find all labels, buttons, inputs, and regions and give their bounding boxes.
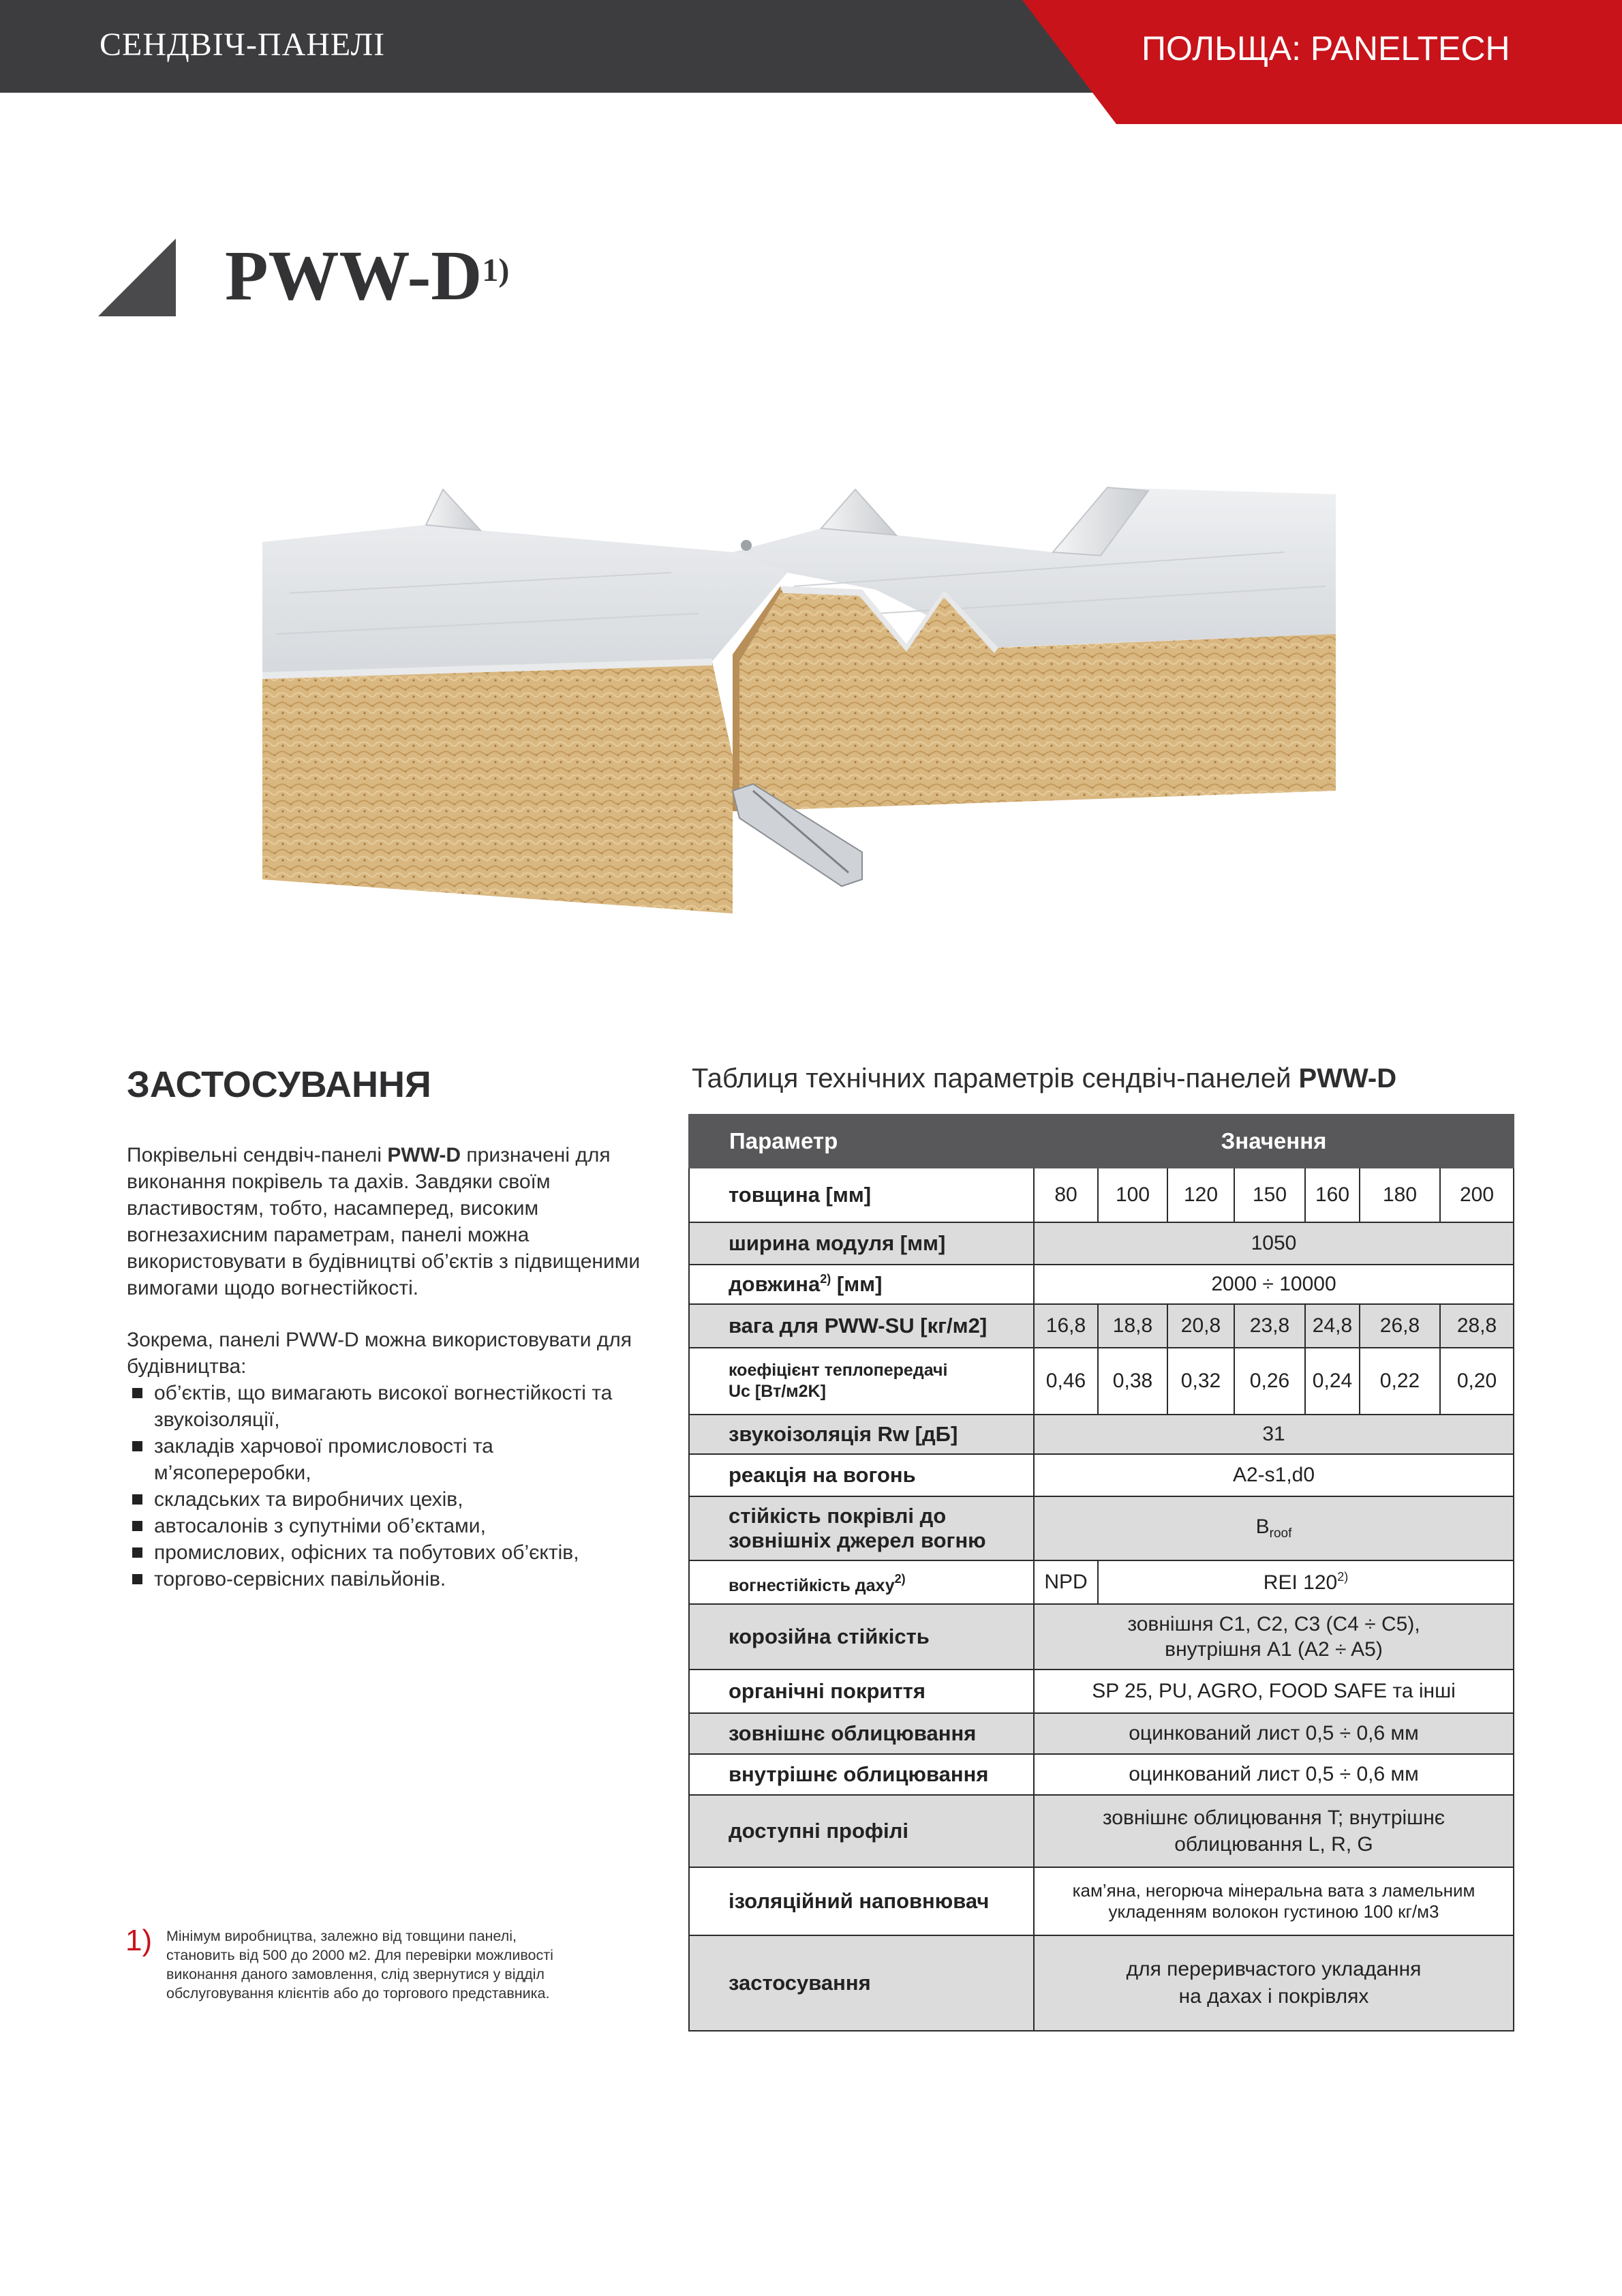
table-row — [689, 1867, 1514, 1935]
list-item: торгово-сервісних павільйонів. — [127, 1566, 645, 1592]
header-param: Параметр — [689, 1115, 1034, 1168]
table-row — [689, 1265, 1514, 1304]
row-label-uc: коефіцієнт теплопередачі Uc [Вт/м2K] — [689, 1348, 1034, 1415]
product-title-footnote-ref: 1) — [482, 252, 510, 288]
row-label-module-width: ширина модуля [мм] — [689, 1222, 1034, 1265]
cell-inner: оцинкований лист 0,5 ÷ 0,6 мм — [1034, 1754, 1514, 1795]
cell-fire-resist-rei: REI 120$^{2)}$ — [1098, 1560, 1514, 1604]
footnote-text: Мінімум виробництва, залежно від товщини панелі, становить від 500 до 2000 м2. Для перевірки можливості виконання даного замовлення, слід звернутися у відділ обслуговування клієнтів або до торгового представника. — [166, 1928, 553, 2002]
cell-thickness: 200 — [1440, 1168, 1514, 1222]
application-paragraph-2: Зокрема, панелі PWW-D можна використовувати для будівництва: — [127, 1329, 632, 1378]
product-panel-image — [262, 470, 1336, 968]
table-row — [689, 1454, 1514, 1496]
cell-uc: 0,26 — [1234, 1348, 1305, 1415]
cell-weight: 16,8 — [1034, 1304, 1098, 1348]
row-label-inner: внутрішнє облицювання — [689, 1754, 1034, 1795]
spec-table — [688, 1114, 1514, 2031]
list-item: автосалонів з супутніми об’єктами, — [127, 1513, 645, 1539]
cell-roof-resist: $B_{roof}$ — [1034, 1496, 1514, 1560]
cell-fire-resist-npd: NPD — [1034, 1560, 1098, 1604]
cell-weight: 20,8 — [1167, 1304, 1234, 1348]
row-label-usage: застосування — [689, 1935, 1034, 2031]
cell-thickness: 80 — [1034, 1168, 1098, 1222]
header-value: Значення — [1034, 1115, 1514, 1168]
table-row — [689, 1670, 1514, 1713]
table-row — [689, 1415, 1514, 1454]
row-label-coatings: органічні покриття — [689, 1670, 1034, 1713]
row-label-weight: вага для PWW-SU [кг/м2] — [689, 1304, 1034, 1348]
cell-sound: 31 — [1034, 1415, 1514, 1454]
cell-weight: 28,8 — [1440, 1304, 1514, 1348]
cell-weight: 26,8 — [1360, 1304, 1440, 1348]
row-label-filler: ізоляційний наповнювач — [689, 1867, 1034, 1935]
cell-thickness: 120 — [1167, 1168, 1234, 1222]
cell-outer: оцинкований лист 0,5 ÷ 0,6 мм — [1034, 1713, 1514, 1754]
table-row — [689, 1935, 1514, 2031]
table-row — [689, 1496, 1514, 1560]
row-label-outer: зовнішнє облицювання — [689, 1713, 1034, 1754]
table-row — [689, 1560, 1514, 1604]
cell-uc: 0,24 — [1305, 1348, 1360, 1415]
cell-uc: 0,20 — [1440, 1348, 1514, 1415]
row-label-sound: звукоізоляція Rw [дБ] — [689, 1415, 1034, 1454]
cell-filler: кам’яна, негорюча мінеральна вата з ламельним укладенням волокон густиною 100 кг/м3 — [1034, 1867, 1514, 1935]
product-title: PWW-$D^{1)}$ — [225, 237, 510, 315]
row-label-length: довжина$^{2)}$ [мм] — [689, 1265, 1034, 1304]
list-item: промислових, офісних та побутових об’єктів, — [127, 1539, 645, 1566]
table-row — [689, 1168, 1514, 1222]
cell-module-width: 1050 — [1034, 1222, 1514, 1265]
table-row — [689, 1754, 1514, 1795]
footnote-mark: 1) — [125, 1924, 153, 1957]
table-caption: Таблиця технічних параметрів сендвіч-панелей PWW-D — [692, 1063, 1397, 1093]
cell-profiles: зовнішнє облицювання T; внутрішнє облицювання L, R, G — [1034, 1795, 1514, 1867]
application-heading: ЗАСТОСУВАННЯ — [127, 1064, 431, 1105]
cell-uc: 0,38 — [1098, 1348, 1167, 1415]
cell-weight: 18,8 — [1098, 1304, 1167, 1348]
section-title: СЕНДВІЧ-ПАНЕЛІ — [100, 27, 386, 63]
table-row — [689, 1348, 1514, 1415]
cell-uc: 0,32 — [1167, 1348, 1234, 1415]
table-row — [689, 1713, 1514, 1754]
cell-fire-reaction: A2-s1,d0 — [1034, 1454, 1514, 1496]
cell-uc: 0,46 — [1034, 1348, 1098, 1415]
row-label-roof-resist: стійкість покрівлі до зовнішніх джерел вогню — [689, 1496, 1034, 1560]
cell-thickness: 150 — [1234, 1168, 1305, 1222]
cell-thickness: 160 — [1305, 1168, 1360, 1222]
cell-weight: 23,8 — [1234, 1304, 1305, 1348]
cell-thickness: 180 — [1360, 1168, 1440, 1222]
cell-length: 2000 ÷ 10000 — [1034, 1265, 1514, 1304]
cell-uc: 0,22 — [1360, 1348, 1440, 1415]
application-bullet-list — [127, 1380, 645, 1592]
cell-thickness: 100 — [1098, 1168, 1167, 1222]
row-label-corrosion: корозійна стійкість — [689, 1604, 1034, 1670]
row-label-fire-resist: вогнестійкість даху$^{2)}$ — [689, 1560, 1034, 1604]
row-label-fire-reaction: реакція на вогонь — [689, 1454, 1034, 1496]
table-row — [689, 1222, 1514, 1265]
table-row — [689, 1604, 1514, 1670]
cell-usage: для переривчастого укладання на дахах і покрівлях — [1034, 1935, 1514, 2031]
title-triangle-icon — [98, 239, 176, 316]
list-item: об’єктів, що вимагають високої вогнестійкості та звукоізоляції, — [127, 1380, 645, 1433]
table-row — [689, 1304, 1514, 1348]
list-item: складських та виробничих цехів, — [127, 1486, 645, 1513]
cell-weight: 24,8 — [1305, 1304, 1360, 1348]
cell-coatings: SP 25, PU, AGRO, FOOD SAFE та інші — [1034, 1670, 1514, 1713]
list-item: закладів харчової промисловості та м’ясопереробки, — [127, 1433, 645, 1486]
row-label-profiles: доступні профілі — [689, 1795, 1034, 1867]
table-row — [689, 1795, 1514, 1867]
application-paragraph-1: Покрівельні сендвіч-панелі PWW-D призначені для виконання покрівель та дахів. Завдяки своїм властивостям, тобто, насамперед, високим вогнезахисним параметрам, панелі можна використовувати в будівництві об’єктів з підвищеними вимогами щодо вогнестійкості. — [127, 1144, 641, 1299]
cell-corrosion: зовнішня C1, C2, C3 (C4 ÷ C5), внутрішня A1 (A2 ÷ A5) — [1034, 1604, 1514, 1670]
row-label-thickness: товщина [мм] — [689, 1168, 1034, 1222]
manufacturer-title: ПОЛЬЩА: PANELTECH — [1142, 29, 1510, 67]
